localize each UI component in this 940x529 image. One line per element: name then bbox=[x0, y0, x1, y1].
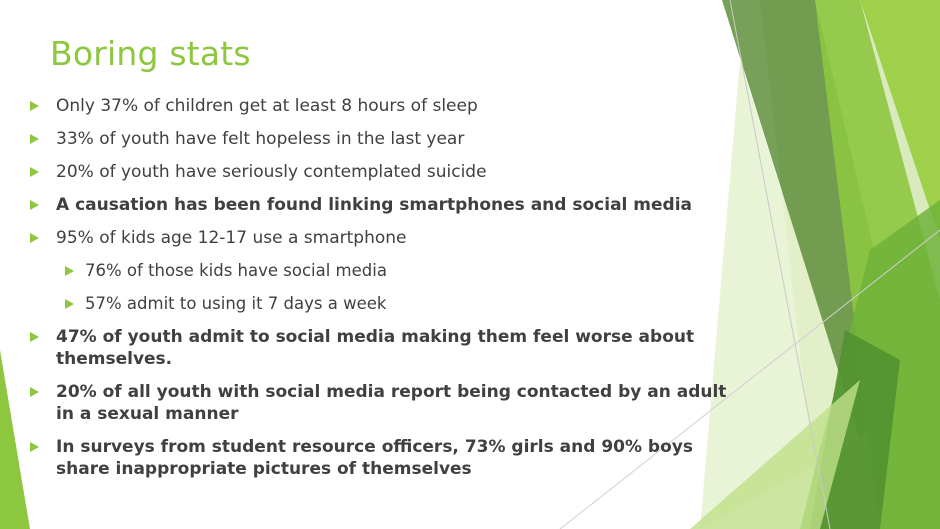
bullet-triangle-icon bbox=[30, 167, 39, 177]
bullet-triangle-icon bbox=[30, 387, 39, 397]
bullet-triangle-icon bbox=[30, 200, 39, 210]
bullet-triangle-icon bbox=[65, 266, 74, 276]
bullet-item bbox=[28, 326, 788, 370]
bullet-triangle-icon bbox=[30, 101, 39, 111]
bullet-text: A causation has been found linking smartphones and social media bbox=[56, 195, 693, 215]
bullet-text: Only 37% of children get at least 8 hours of sleep bbox=[56, 96, 478, 116]
bullet-text: 57% admit to using it 7 days a week bbox=[85, 294, 387, 313]
bullet-text: 33% of youth have felt hopeless in the last year bbox=[56, 129, 465, 149]
bullet-triangle-icon bbox=[30, 233, 39, 243]
bullet-triangle-icon bbox=[30, 134, 39, 144]
bullet-text: 95% of kids age 12-17 use a smartphone bbox=[56, 228, 407, 248]
bullet-item bbox=[28, 381, 788, 425]
bullet-text: 20% of all youth with social media report being contacted by an adult in a sexual manner bbox=[56, 382, 727, 424]
slide-title: Boring stats bbox=[50, 34, 251, 73]
bullet-item bbox=[28, 436, 788, 480]
bullet-text: 20% of youth have seriously contemplated suicide bbox=[56, 162, 487, 182]
bullet-list bbox=[28, 95, 788, 480]
left-edge-sliver bbox=[0, 350, 30, 529]
bullet-text: 47% of youth admit to social media making them feel worse about themselves. bbox=[56, 327, 695, 369]
bullet-text: 76% of those kids have social media bbox=[85, 261, 387, 280]
sub-bullet-item bbox=[65, 293, 788, 315]
bullet-item bbox=[28, 227, 788, 249]
bullet-triangle-icon bbox=[30, 332, 39, 342]
bullet-item bbox=[28, 95, 788, 117]
bullet-triangle-icon bbox=[65, 299, 74, 309]
bullet-item bbox=[28, 128, 788, 150]
bullet-text: In surveys from student resource officers, 73% girls and 90% boys share inappropriate pictures of themselves bbox=[56, 437, 693, 479]
bullet-item bbox=[28, 194, 788, 216]
bullet-triangle-icon bbox=[30, 442, 39, 452]
sub-bullet-item bbox=[65, 260, 788, 282]
bullet-item bbox=[28, 161, 788, 183]
